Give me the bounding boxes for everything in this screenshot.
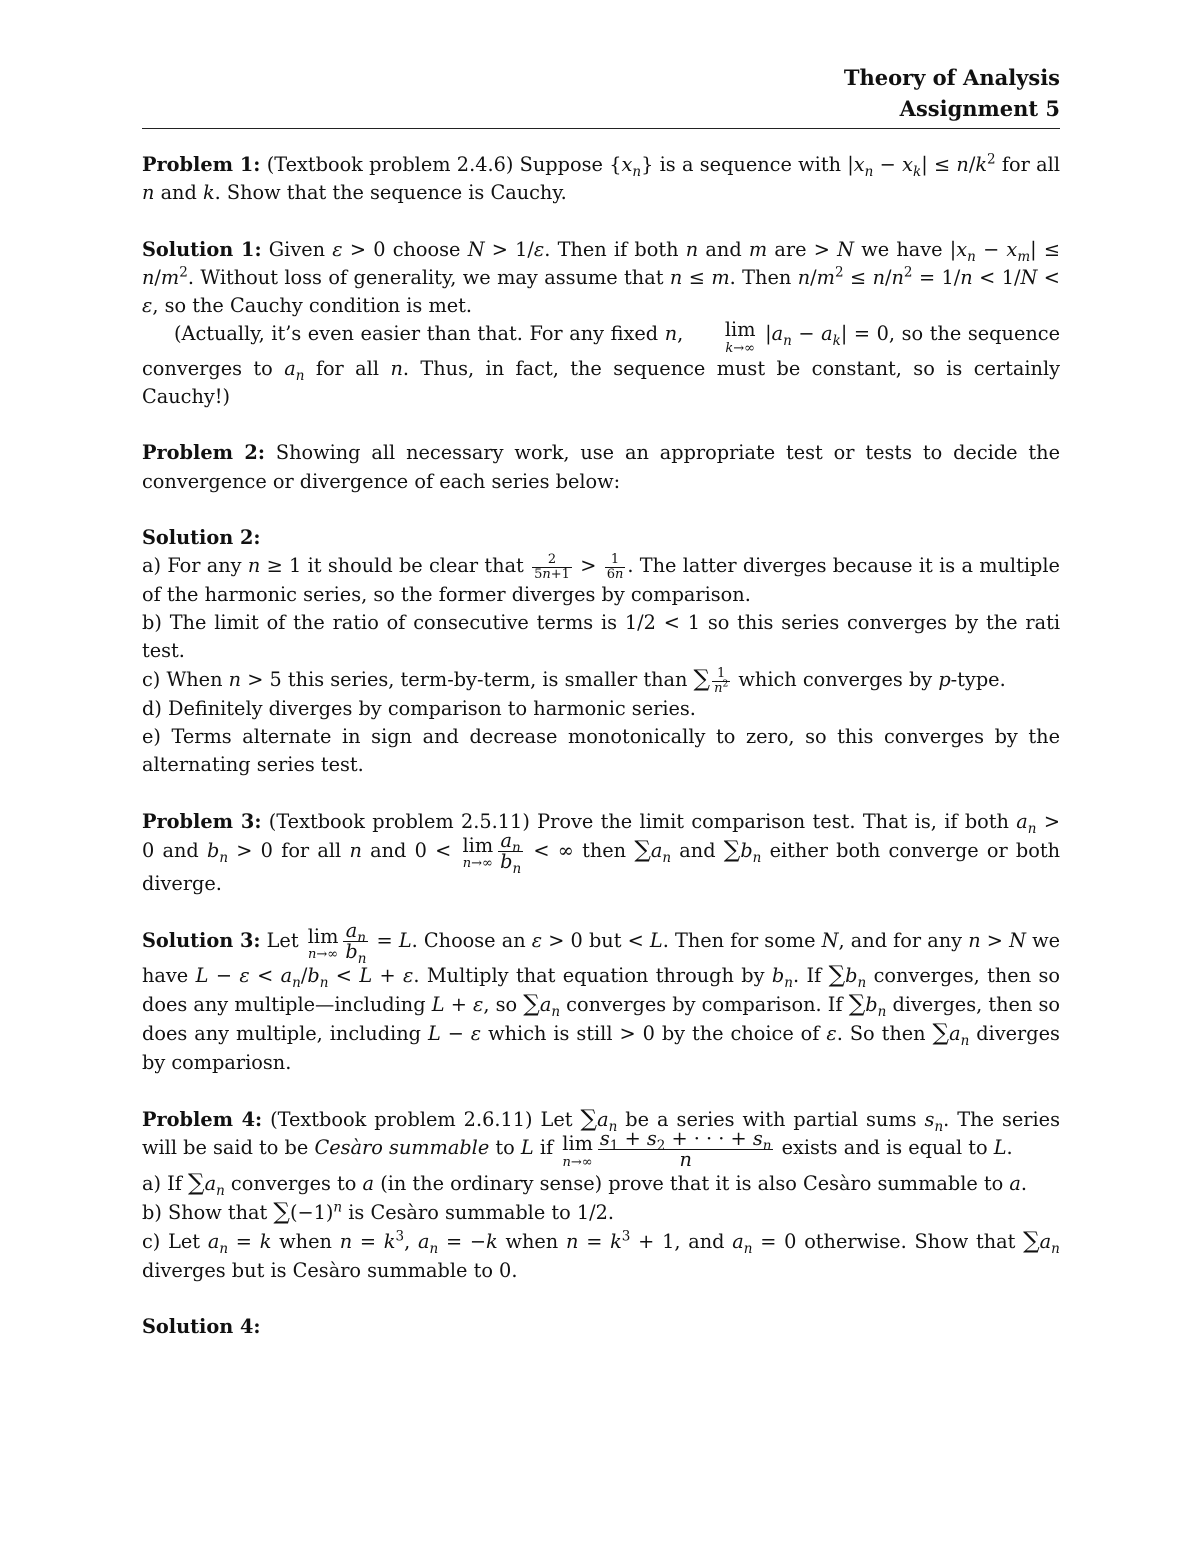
limit-expression: lim n→∞	[307, 924, 339, 962]
solution-2-part-d: d) Definitely diverges by comparison to harmonic series.	[142, 696, 696, 720]
fraction: $\frac{a_n}{b_n}$	[500, 829, 522, 878]
defined-term: Cesàro summable	[314, 1136, 490, 1160]
problem-4-part-c: c) Let $a_n = k$ when $n = k^3$, $a_n = -k$ when $n = k^3 + 1$, and $a_n = 0$ otherwise. Show that $\sum a_n$ diverges but is Cesàro summable to 0.	[142, 1228, 1060, 1282]
header-rule	[142, 128, 1060, 129]
fraction: $\frac{1}{n^2}$	[714, 666, 729, 696]
solution-2-part-e: e) Terms alternate in sign and decrease monotonically to zero, so this converges by the alternating series test.	[142, 725, 1060, 777]
solution-1-heading: Solution 1:	[142, 237, 262, 261]
page-header	[142, 62, 1060, 124]
problem-4-heading: Problem 4:	[142, 1108, 263, 1132]
fraction: $\frac{2}{5n+1}$	[534, 552, 570, 582]
problem-3: Problem 3: (Textbook problem 2.5.11) Prove the limit comparison test. That is, if both $a_n > 0$ and $b_n > 0$ for all n and 0 < lim n→∞ $\frac{a_n}{b_n}$ < ∞ then $\sum a_n$ and $\sum b_n$ either both converge or both diverge.	[142, 809, 1061, 896]
problem-2-heading: Problem 2:	[142, 441, 265, 465]
sum-symbol: ∑	[693, 666, 711, 693]
math: $|x_n - x_k| \le n/k^2$	[847, 151, 996, 180]
math: $\{x_n\}$	[609, 153, 654, 180]
problem-4: Problem 4: (Textbook problem 2.6.11) Let $\sum a_n$ be a series with partial sums $s_n$. The series will be said to be Cesàro summable to L if lim n→∞ $\frac{s_1 + s_2 + \cdot \cdot \cdot + s_n}{n}$ exists and is equal to L. a) If $\sum a_n$ converges to a (in the ordinary sense) prove that it is also Cesàro summable to a. b) Show that $\sum(-1)^n$ is Cesàro summable to 1/2. c) Let $a_n = k$ when $n = k^3$, $a_n = -k$ when $n = k^3 + 1$, and $a_n = 0$ otherwise. Show that $\sum a_n$ diverges but is Cesàro summable to 0.	[142, 1105, 1060, 1285]
solution-2	[142, 524, 1060, 780]
fraction: $\frac{1}{6n}$	[606, 552, 624, 582]
problem-2: Problem 2: Showing all necessary work, use an appropriate test or tests to decide the convergence or divergence of each series below:	[142, 441, 1060, 493]
solution-2-heading: Solution 2:	[142, 525, 261, 549]
fraction: $\frac{a_n}{b_n}$	[345, 918, 367, 967]
solution-4-heading: Solution 4:	[142, 1314, 261, 1338]
problem-4-part-a: a) If $\sum a_n$ converges to a (in the ordinary sense) prove that it is also Cesàro summable to a.	[142, 1169, 1028, 1199]
solution-3-heading: Solution 3:	[142, 928, 261, 952]
problem-1-heading: Problem 1:	[142, 153, 261, 176]
assignment-title: Assignment 5	[899, 96, 1060, 121]
solution-2-part-a: a) For any n ≥ 1 it should be clear that $\frac{2}{5n+1}$ > $\frac{1}{6n}$ . The latter diverges because it is a multiple of the harmonic series, so the former diverges by comparison.	[142, 552, 1060, 606]
limit-expression: lim n→∞	[562, 1132, 593, 1170]
problem-4-part-b: b) Show that $\sum(-1)^n$ is Cesàro summable to 1/2.	[142, 1198, 615, 1225]
document-page	[142, 62, 1060, 1369]
course-title: Theory of Analysis	[843, 65, 1060, 90]
solution-4	[142, 1313, 1060, 1341]
fraction: $\frac{s_1 + s_2 + \cdot \cdot \cdot + s_n}{n}$	[599, 1126, 772, 1171]
solution-2-part-c: c) When n > 5 this series, term-by-term, is smaller than ∑ $\frac{1}{n^2}$ which converges by p-type.	[142, 666, 1006, 696]
solution-1: Solution 1: Given ε > 0 choose N > 1/ε. Then if both n and m are > N we have $|x_n - x_m| \le n/m^2$. Without loss of generality, we may assume that n ≤ m. Then $n/m^2 \le n/n^2 = 1/n < 1/N < \varepsilon$, so the Cauchy condition is met. (Actually, it’s even easier than that. For any fixed n, lim k→∞ $|a_n - a_k| = 0$, so the sequence converges to $a_n$ for all n. Thus, in fact, the sequence must be constant, so is certainly Cauchy!)	[142, 237, 1061, 409]
solution-2-part-b: b) The limit of the ratio of consecutive terms is 1/2 < 1 so this series converges by the rati test.	[142, 610, 1060, 663]
problem-3-heading: Problem 3:	[142, 809, 262, 833]
problem-1: Problem 1: (Textbook problem 2.4.6) Suppose $\{x_n\}$ is a sequence with $|x_n - x_k| \le n/k^2$ for all n and k. Show that the sequence is Cauchy.	[142, 151, 1060, 205]
limit-expression: lim n→∞	[462, 833, 494, 872]
solution-3: Solution 3: Let lim n→∞ $\frac{a_n}{b_n}$ = L. Choose an ε > 0 but < L. Then for some N, and for any n > N we have $L - \varepsilon < a_n/b_n < L + \varepsilon$. Multiply that equation through by $b_n$. If $\sum b_n$ converges, then so does any multiple—including L + ε, so $\sum a_n$ converges by comparison. If $\sum b_n$ diverges, then so does any multiple, including L − ε which is still > 0 by the choice of ε. So then $\sum a_n$ diverges by compariosn.	[142, 918, 1061, 1074]
limit-expression: lim k→∞	[724, 318, 756, 356]
